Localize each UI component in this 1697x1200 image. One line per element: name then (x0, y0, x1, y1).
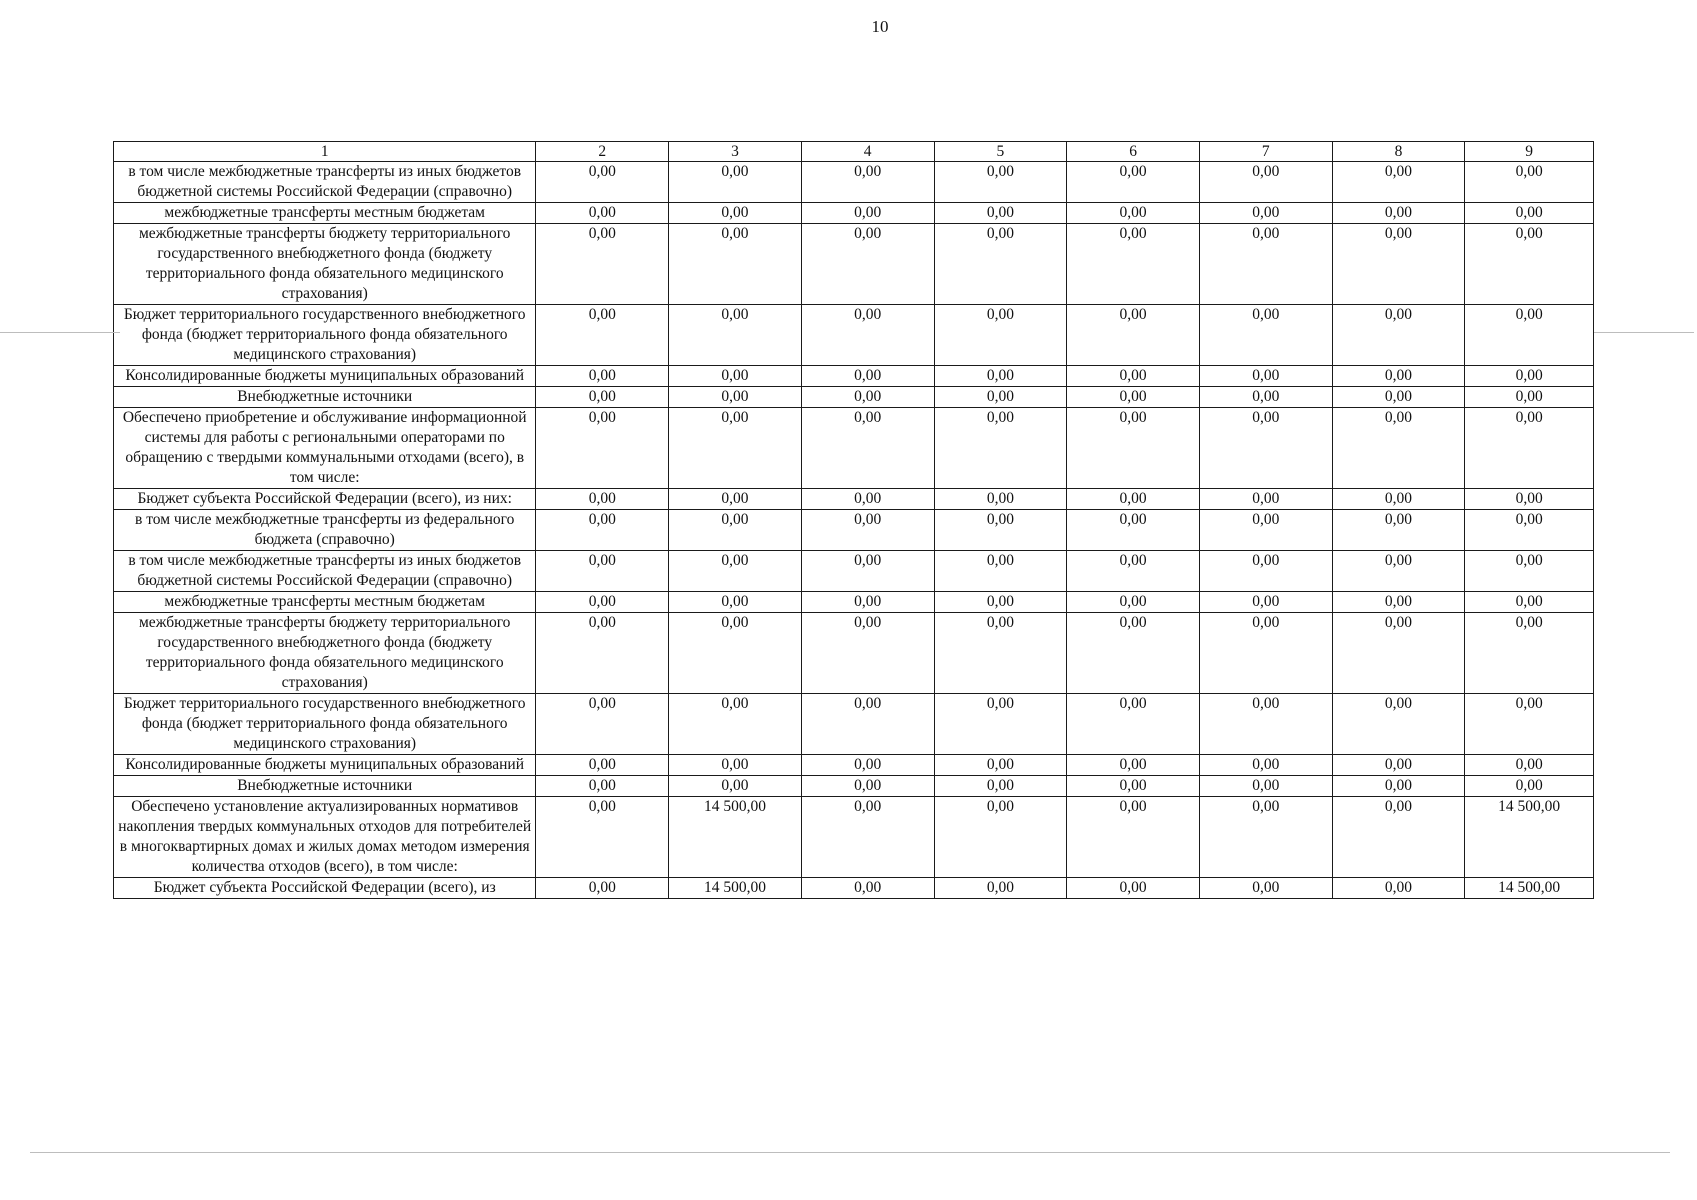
column-header: 5 (934, 142, 1067, 162)
row-value: 0,00 (801, 797, 934, 878)
row-value: 0,00 (1199, 694, 1332, 755)
row-value: 0,00 (669, 224, 802, 305)
row-value: 0,00 (536, 203, 669, 224)
row-value: 0,00 (934, 878, 1067, 899)
row-value: 0,00 (934, 366, 1067, 387)
row-value: 0,00 (1067, 162, 1200, 203)
table-row (114, 551, 1594, 592)
row-value: 0,00 (536, 694, 669, 755)
row-value: 14 500,00 (669, 878, 802, 899)
scan-artifact-line (30, 1152, 1670, 1153)
table-row (114, 776, 1594, 797)
row-value: 0,00 (1332, 387, 1465, 408)
table-row (114, 366, 1594, 387)
row-value: 0,00 (669, 203, 802, 224)
row-value: 0,00 (1199, 551, 1332, 592)
row-value: 0,00 (801, 613, 934, 694)
row-value: 0,00 (934, 305, 1067, 366)
table-row (114, 162, 1594, 203)
row-value: 0,00 (1199, 776, 1332, 797)
row-value: 0,00 (1332, 510, 1465, 551)
row-value: 0,00 (1199, 203, 1332, 224)
row-value: 0,00 (1199, 305, 1332, 366)
row-value: 0,00 (1067, 797, 1200, 878)
row-value: 0,00 (536, 551, 669, 592)
row-value: 0,00 (669, 305, 802, 366)
row-value: 0,00 (934, 755, 1067, 776)
row-value: 0,00 (536, 305, 669, 366)
row-label: Бюджет территориального государственного внебюджетного фонда (бюджет территориального фонда обязательного медицинского страхования) (114, 694, 536, 755)
row-value: 0,00 (536, 489, 669, 510)
row-value: 0,00 (1067, 408, 1200, 489)
row-label: Бюджет субъекта Российской Федерации (всего), из (114, 878, 536, 899)
row-value: 0,00 (536, 408, 669, 489)
row-value: 0,00 (536, 387, 669, 408)
row-label: Обеспечено установление актуализированных нормативов накопления твердых коммунальных отходов для потребителей в многоквартирных домах и жилых домах методом измерения количества отходов (всего), в том числе: (114, 797, 536, 878)
row-label: в том числе межбюджетные трансферты из федерального бюджета (справочно) (114, 510, 536, 551)
page-number: 10 (871, 17, 889, 36)
row-value: 0,00 (1199, 387, 1332, 408)
row-value: 0,00 (801, 776, 934, 797)
row-value: 0,00 (1465, 776, 1594, 797)
table-row (114, 694, 1594, 755)
row-label: Консолидированные бюджеты муниципальных образований (114, 755, 536, 776)
row-value: 0,00 (934, 510, 1067, 551)
column-header: 4 (801, 142, 934, 162)
row-value: 0,00 (1067, 305, 1200, 366)
row-value: 0,00 (1332, 551, 1465, 592)
row-value: 0,00 (801, 592, 934, 613)
row-value: 0,00 (669, 551, 802, 592)
row-label: Внебюджетные источники (114, 776, 536, 797)
row-value: 0,00 (1332, 613, 1465, 694)
row-value: 0,00 (801, 755, 934, 776)
row-label: межбюджетные трансферты местным бюджетам (114, 592, 536, 613)
row-value: 0,00 (1067, 592, 1200, 613)
row-label: Консолидированные бюджеты муниципальных образований (114, 366, 536, 387)
row-value: 0,00 (1067, 694, 1200, 755)
row-value: 0,00 (1332, 224, 1465, 305)
row-value: 14 500,00 (1465, 797, 1594, 878)
row-value: 0,00 (1465, 387, 1594, 408)
table-row (114, 489, 1594, 510)
table-row (114, 613, 1594, 694)
row-value: 0,00 (669, 776, 802, 797)
row-value: 0,00 (1465, 162, 1594, 203)
row-value: 0,00 (934, 551, 1067, 592)
row-value: 0,00 (669, 694, 802, 755)
row-label: межбюджетные трансферты местным бюджетам (114, 203, 536, 224)
row-value: 0,00 (801, 694, 934, 755)
row-value: 0,00 (669, 489, 802, 510)
row-value: 14 500,00 (1465, 878, 1594, 899)
header-row (114, 142, 1594, 162)
row-value: 0,00 (1332, 203, 1465, 224)
row-value: 0,00 (1067, 755, 1200, 776)
row-value: 0,00 (1332, 592, 1465, 613)
row-value: 0,00 (536, 592, 669, 613)
column-header: 1 (114, 142, 536, 162)
row-value: 0,00 (1332, 694, 1465, 755)
table-row (114, 797, 1594, 878)
table-row (114, 592, 1594, 613)
row-value: 0,00 (1067, 387, 1200, 408)
row-value: 0,00 (801, 203, 934, 224)
row-value: 0,00 (934, 203, 1067, 224)
row-value: 0,00 (536, 224, 669, 305)
row-value: 0,00 (1199, 592, 1332, 613)
row-value: 0,00 (1465, 305, 1594, 366)
column-header: 9 (1465, 142, 1594, 162)
row-label: межбюджетные трансферты бюджету территориального государственного внебюджетного фонда (бюджету территориального фонда обязательного медицинского страхования) (114, 224, 536, 305)
row-value: 0,00 (1465, 366, 1594, 387)
row-value: 0,00 (1465, 408, 1594, 489)
row-value: 0,00 (1199, 366, 1332, 387)
budget-table (113, 141, 1594, 899)
row-value: 0,00 (801, 408, 934, 489)
row-value: 0,00 (801, 387, 934, 408)
row-label: межбюджетные трансферты бюджету территориального государственного внебюджетного фонда (бюджету территориального фонда обязательного медицинского страхования) (114, 613, 536, 694)
row-value: 0,00 (669, 613, 802, 694)
row-value: 0,00 (1465, 489, 1594, 510)
row-value: 0,00 (934, 489, 1067, 510)
table-row (114, 203, 1594, 224)
table-row (114, 755, 1594, 776)
row-value: 0,00 (1067, 366, 1200, 387)
row-value: 0,00 (1199, 878, 1332, 899)
row-value: 0,00 (669, 592, 802, 613)
row-value: 0,00 (536, 755, 669, 776)
scan-artifact-line (0, 332, 120, 333)
row-value: 0,00 (1465, 203, 1594, 224)
row-value: 0,00 (1332, 797, 1465, 878)
row-value: 0,00 (1067, 489, 1200, 510)
row-value: 0,00 (1199, 755, 1332, 776)
row-value: 0,00 (1199, 797, 1332, 878)
row-value: 0,00 (1067, 203, 1200, 224)
row-value: 0,00 (801, 878, 934, 899)
table-row (114, 224, 1594, 305)
row-value: 0,00 (1332, 305, 1465, 366)
row-value: 0,00 (1332, 755, 1465, 776)
row-value: 0,00 (934, 408, 1067, 489)
row-value: 0,00 (1465, 510, 1594, 551)
row-value: 0,00 (1465, 613, 1594, 694)
row-value: 0,00 (536, 797, 669, 878)
row-label: Бюджет субъекта Российской Федерации (всего), из них: (114, 489, 536, 510)
table-row (114, 305, 1594, 366)
row-value: 0,00 (669, 387, 802, 408)
row-label: в том числе межбюджетные трансферты из иных бюджетов бюджетной системы Российской Федерации (справочно) (114, 551, 536, 592)
row-value: 0,00 (669, 162, 802, 203)
row-value: 0,00 (1332, 408, 1465, 489)
row-value: 0,00 (536, 510, 669, 551)
row-value: 0,00 (1199, 162, 1332, 203)
row-value: 0,00 (669, 755, 802, 776)
row-value: 0,00 (934, 162, 1067, 203)
row-value: 0,00 (934, 592, 1067, 613)
column-header: 3 (669, 142, 802, 162)
row-value: 0,00 (801, 551, 934, 592)
row-value: 0,00 (934, 797, 1067, 878)
row-value: 0,00 (669, 366, 802, 387)
row-value: 0,00 (1332, 878, 1465, 899)
row-value: 0,00 (1332, 489, 1465, 510)
row-value: 0,00 (1067, 510, 1200, 551)
row-value: 0,00 (1067, 224, 1200, 305)
row-value: 0,00 (536, 366, 669, 387)
row-value: 0,00 (1067, 551, 1200, 592)
row-value: 0,00 (1199, 408, 1332, 489)
row-value: 0,00 (669, 510, 802, 551)
row-value: 14 500,00 (669, 797, 802, 878)
row-value: 0,00 (536, 162, 669, 203)
table-row (114, 408, 1594, 489)
row-value: 0,00 (1199, 489, 1332, 510)
row-value: 0,00 (1199, 613, 1332, 694)
table-row (114, 510, 1594, 551)
row-value: 0,00 (536, 878, 669, 899)
row-value: 0,00 (1465, 592, 1594, 613)
row-value: 0,00 (1465, 551, 1594, 592)
row-label: Обеспечено приобретение и обслуживание информационной системы для работы с региональными операторами по обращению с твердыми коммунальными отходами (всего), в том числе: (114, 408, 536, 489)
table-row (114, 387, 1594, 408)
row-value: 0,00 (1067, 613, 1200, 694)
row-value: 0,00 (1332, 776, 1465, 797)
row-value: 0,00 (1199, 224, 1332, 305)
row-value: 0,00 (1465, 755, 1594, 776)
row-value: 0,00 (1465, 224, 1594, 305)
row-label: в том числе межбюджетные трансферты из иных бюджетов бюджетной системы Российской Федерации (справочно) (114, 162, 536, 203)
row-value: 0,00 (801, 366, 934, 387)
column-header: 6 (1067, 142, 1200, 162)
table-row (114, 878, 1594, 899)
row-value: 0,00 (1199, 510, 1332, 551)
row-value: 0,00 (1067, 776, 1200, 797)
scan-artifact-line (1594, 332, 1694, 333)
row-value: 0,00 (934, 387, 1067, 408)
row-value: 0,00 (801, 510, 934, 551)
row-value: 0,00 (801, 489, 934, 510)
row-value: 0,00 (1332, 366, 1465, 387)
column-header: 8 (1332, 142, 1465, 162)
row-value: 0,00 (801, 162, 934, 203)
row-value: 0,00 (1332, 162, 1465, 203)
row-value: 0,00 (934, 694, 1067, 755)
row-value: 0,00 (1067, 878, 1200, 899)
row-value: 0,00 (801, 224, 934, 305)
column-header: 2 (536, 142, 669, 162)
row-label: Бюджет территориального государственного внебюджетного фонда (бюджет территориального фонда обязательного медицинского страхования) (114, 305, 536, 366)
column-header: 7 (1199, 142, 1332, 162)
row-value: 0,00 (934, 224, 1067, 305)
row-value: 0,00 (669, 408, 802, 489)
row-value: 0,00 (934, 776, 1067, 797)
table-body (114, 162, 1594, 899)
row-value: 0,00 (934, 613, 1067, 694)
row-value: 0,00 (536, 776, 669, 797)
row-value: 0,00 (801, 305, 934, 366)
row-label: Внебюджетные источники (114, 387, 536, 408)
row-value: 0,00 (536, 613, 669, 694)
row-value: 0,00 (1465, 694, 1594, 755)
